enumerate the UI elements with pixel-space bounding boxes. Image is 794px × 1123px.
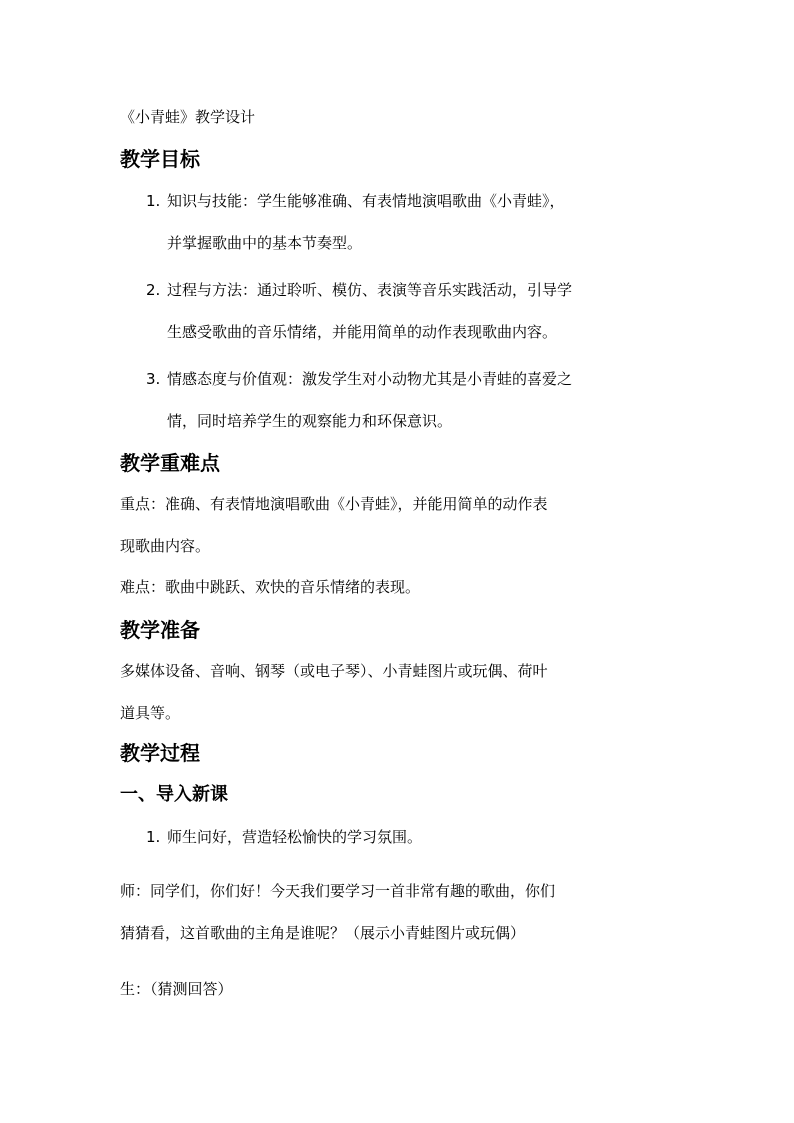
objectives-heading: 教学目标 xyxy=(120,147,200,171)
difficult-point-text: 难点：歌曲中跳跃、欢快的音乐情绪的表现。 xyxy=(120,578,421,596)
preparation-text-line: 多媒体设备、音响、钢琴（或电子琴）、小青蛙图片或玩偶、荷叶 xyxy=(120,662,548,680)
objective-text-line: 过程与方法：通过聆听、模仿、表演等音乐实践活动，引导学 xyxy=(167,281,573,299)
key-point-text-line: 现歌曲内容。 xyxy=(120,537,211,555)
process-heading: 教学过程 xyxy=(120,741,200,765)
objective-text-line: 并掌握歌曲中的基本节奏型。 xyxy=(167,234,363,252)
key-point-text-line: 重点：准确、有表情地演唱歌曲《小青蛙》，并能用简单的动作表 xyxy=(120,495,548,513)
list-number: 1. xyxy=(146,828,161,846)
list-number: 2. xyxy=(146,281,161,299)
student-dialogue-line: 生：（猜测回答） xyxy=(120,980,233,998)
objective-text-line: 知识与技能：学生能够准确、有表情地演唱歌曲《小青蛙》， xyxy=(167,192,565,210)
teacher-dialogue-line: 师：同学们，你们好！今天我们要学习一首非常有趣的歌曲，你们 xyxy=(120,882,556,900)
list-number: 3. xyxy=(146,370,161,388)
objective-text-line: 情感态度与价值观：激发学生对小动物尤其是小青蛙的喜爱之 xyxy=(167,370,573,388)
teacher-dialogue-line: 猜猜看，这首歌曲的主角是谁呢？（展示小青蛙图片或玩偶） xyxy=(120,924,526,942)
document-title: 《小青蛙》教学设计 xyxy=(120,108,256,126)
preparation-text-line: 道具等。 xyxy=(120,704,181,722)
key-points-heading: 教学重难点 xyxy=(120,451,220,475)
section-heading: 一、导入新课 xyxy=(120,784,228,805)
preparation-heading: 教学准备 xyxy=(120,618,200,642)
list-number: 1. xyxy=(146,192,161,210)
objective-text-line: 情，同时培养学生的观察能力和环保意识。 xyxy=(167,412,453,430)
objective-text-line: 生感受歌曲的音乐情绪，并能用简单的动作表现歌曲内容。 xyxy=(167,323,558,341)
process-item-text: 师生问好，营造轻松愉快的学习氛围。 xyxy=(167,828,423,846)
